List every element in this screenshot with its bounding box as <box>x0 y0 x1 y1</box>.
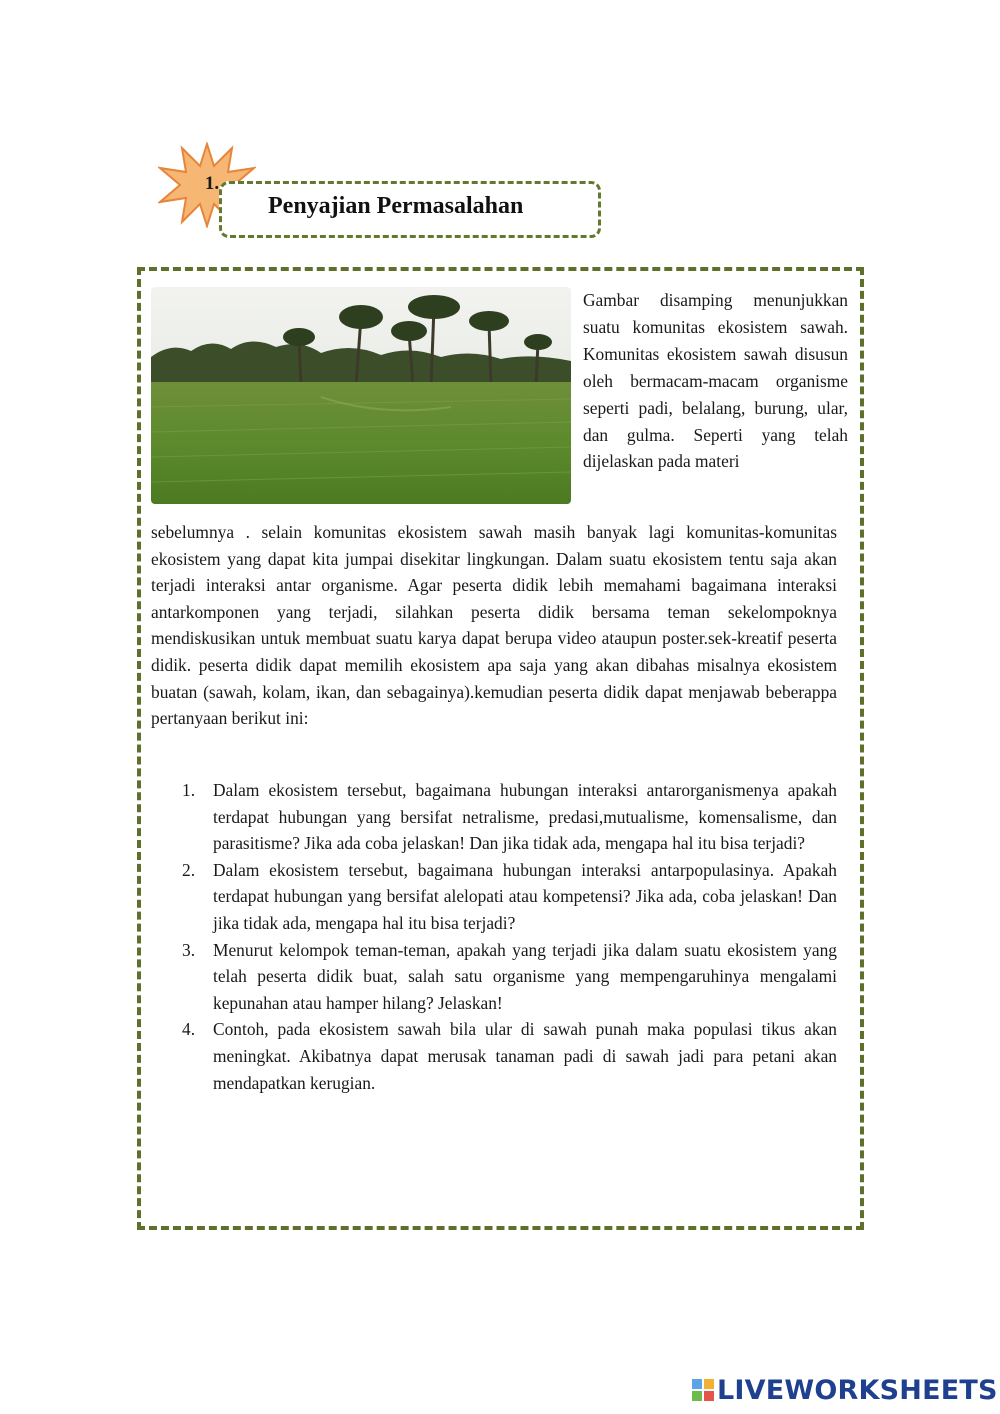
list-item <box>151 857 837 937</box>
liveworksheets-logo[interactable] <box>692 1373 998 1407</box>
rice-field-photo <box>151 287 571 504</box>
question-number: 2. <box>182 859 196 880</box>
list-item <box>151 1016 837 1096</box>
list-item <box>151 777 837 857</box>
question-text: Dalam ekosistem tersebut, bagaimana hubungan interaksi antarpopulasinya. Apakah terdapat hubungan yang bersifat alelopati atau kompetensi? Jika ada, coba jelaskan! Dan jika tidak ada, mengapa hal itu bisa terjadi? <box>213 859 837 933</box>
section-title: Penyajian Permasalahan <box>268 193 524 219</box>
intro-body-paragraph: sebelumnya . selain komunitas ekosistem sawah masih banyak lagi komunitas-komunitas ekosistem yang dapat kita jumpai disekitar lingkungan. Dalam suatu ekosistem tentu saja akan terjadi interaksi antar organisme. Agar peserta didik lebih memahami bagaimana interaksi antarkomponen yang terjadi, silahkan peserta didik bersama teman sekelompoknya mendiskusikan untuk membuat suatu karya dapat berupa video ataupun poster.sek-kreatif peserta didik. peserta didik dapat memilih ekosistem apa saja yang akan dibahas misalnya ekosistem buatan (sawah, kolam, ikan, dan sebagainya).kemudian peserta didik dapat menjawab beberappa pertanyaan berikut ini: <box>151 522 837 729</box>
list-item <box>151 937 837 1017</box>
question-text: Contoh, pada ekosistem sawah bila ular di sawah punah maka populasi tikus akan meningkat. Akibatnya dapat merusak tanaman padi di sawah jadi para petani akan mendapatkan kerugian. <box>213 1019 837 1093</box>
question-text: Dalam ekosistem tersebut, bagaimana hubungan interaksi antarorganismenya apakah terdapat hubungan yang bersifat netralisme, predasi,mutualisme, komensalisme, dan parasitisme? Jika ada coba jelaskan! Dan jika tidak ada, mengapa hal itu bisa terjadi? <box>213 780 837 854</box>
question-number: 3. <box>182 939 196 960</box>
question-list <box>151 777 837 1096</box>
intro-side-paragraph: Gambar disamping menunjukkan suatu komunitas ekosistem sawah. Komunitas ekosistem sawah disusun oleh bermacam-macam organisme seperti padi, belalang, burung, ular, dan gulma. Seperti yang telah dijelaskan pada materi <box>583 290 848 472</box>
question-number: 4. <box>182 1019 196 1040</box>
liveworksheets-logo-icon <box>692 1379 714 1401</box>
question-number: 1. <box>182 780 196 800</box>
question-text: Menurut kelompok teman-teman, apakah yang terjadi jika dalam suatu ekosistem yang telah peserta didik buat, salah satu organisme yang mempengaruhinya mengalami kepunahan atau hamper hilang? Jelaskan! <box>213 939 837 1013</box>
logo-text: LIVEWORKSHEETS <box>717 1374 998 1406</box>
section-number: 1. <box>204 173 220 194</box>
